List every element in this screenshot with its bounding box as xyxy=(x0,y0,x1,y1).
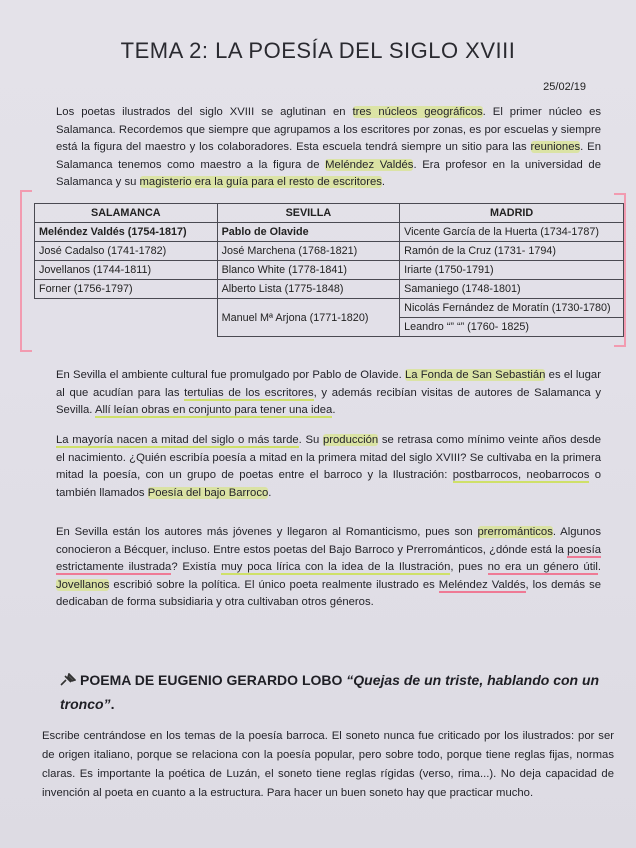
text: . xyxy=(268,486,272,499)
table-cell: Nicolás Fernández de Moratín (1730-1780) xyxy=(400,299,624,318)
highlight: tres núcleos geográficos xyxy=(352,106,483,118)
poem-heading xyxy=(60,668,620,716)
highlight: reuniones xyxy=(530,141,581,153)
underline: muy poca lírica con la idea de la Ilustración xyxy=(221,561,451,573)
table-row xyxy=(35,280,624,299)
table-cell: Jovellanos (1744-1811) xyxy=(35,261,218,280)
text: , y además recibían visitas de autores de Salamanca y Sevilla. xyxy=(56,386,601,416)
pink-underline: Meléndez Valdés xyxy=(438,578,526,591)
table-cell: Blanco White (1778-1841) xyxy=(217,261,400,280)
table-cell: Leandro “” “” (1760- 1825) xyxy=(400,318,624,337)
highlight: producción xyxy=(322,434,379,446)
table-row xyxy=(35,242,624,261)
text: . Era profesor en la universidad de Salamanca y su xyxy=(56,158,601,188)
highlight: Poesía del bajo Barroco xyxy=(147,486,269,499)
text: o también llamados xyxy=(56,469,602,499)
poem-title: “Quejas de un triste, hablando con un tronco” xyxy=(60,672,600,712)
table-cell: Iriarte (1750-1791) xyxy=(400,261,624,280)
intro-paragraph xyxy=(56,104,601,192)
header-sevilla: SEVILLA xyxy=(217,204,400,223)
text: . En Salamanca tenemos como maestro a la figura de xyxy=(56,141,601,171)
poem-end: . xyxy=(110,696,115,712)
table-cell: Alberto Lista (1775-1848) xyxy=(217,280,400,299)
date: 25/02/19 xyxy=(543,81,586,93)
text: . xyxy=(597,561,601,573)
header-salamanca: SALAMANCA xyxy=(35,204,218,223)
underline: La mayoría nacen a mitad del siglo o más tarde xyxy=(56,434,299,446)
underline: Allí leían obras en conjunto para tener una idea xyxy=(94,404,333,416)
table-cell: Vicente García de la Huerta (1734-1787) xyxy=(400,223,624,242)
highlight: prerrománticos xyxy=(477,526,553,538)
table-cell: Pablo de Olavide xyxy=(217,223,400,242)
text: , los demás se dedicaban de forma subsidiaria y otra cultivaban otros géneros. xyxy=(56,578,601,608)
poem-label: POEMA DE EUGENIO GERARDO LOBO xyxy=(80,672,347,688)
text: . xyxy=(332,404,336,416)
text: es el lugar al que acudían para las xyxy=(56,369,601,399)
highlight: magisterio era la guía para el resto de escritores xyxy=(139,176,382,188)
highlight: Meléndez Valdés xyxy=(325,158,414,171)
pushpin-icon xyxy=(60,670,76,684)
text: Los poetas ilustrados del siglo XVIII se aglutinan en xyxy=(56,106,353,118)
text: . El primer núcleo es Salamanca. Recordemos que siempre que agrupamos a los escritores por zonas, es por escuelas y siempre está la figura del maestro y los colaboradores. Esta escuela tendrá siempre un sitio para las xyxy=(56,106,602,153)
table-cell: Ramón de la Cruz (1731- 1794) xyxy=(400,242,624,261)
pink-bracket-left xyxy=(20,190,32,352)
text: se retrasa como mínimo veinte años desde el nacimiento. ¿Quién escribía poesía a mitad en la primera mitad del siglo XVIII? Se cultivaba en la primera mitad la poesía, con un grupo de poetas entre el barroco y la Ilustración: xyxy=(56,434,601,481)
text: . Su xyxy=(298,434,323,446)
text: , pues xyxy=(450,561,488,573)
paragraph-sevilla xyxy=(56,367,601,420)
table-row xyxy=(35,223,624,242)
table-cell: Samaniego (1748-1801) xyxy=(400,280,624,299)
pink-underline: no era un género útil xyxy=(487,561,598,573)
text: En Sevilla el ambiente cultural fue promulgado por Pablo de Olavide. xyxy=(56,369,405,381)
paragraph-mayoria xyxy=(56,432,601,502)
table-cell: José Cadalso (1741-1782) xyxy=(35,242,218,261)
page-title: TEMA 2: LA POESÍA DEL SIGLO XVIII xyxy=(120,38,516,63)
text: . Algunos conocieron a Bécquer, incluso. Entre estos poetas del Bajo Barroco y Prerrománticos, ¿dónde está la xyxy=(56,526,601,556)
paragraph-prerromanticos xyxy=(56,524,601,612)
underline: tertulias de los escritores xyxy=(184,386,314,399)
header-madrid: MADRID xyxy=(400,204,624,223)
highlight: La Fonda de San Sebastián xyxy=(404,369,546,381)
highlight: Jovellanos xyxy=(56,578,110,591)
pink-underline: poesía estrictamente ilustrada xyxy=(56,543,601,573)
table-cell: Meléndez Valdés (1754-1817) xyxy=(35,223,218,242)
table-cell: José Marchena (1768-1821) xyxy=(217,242,400,261)
table-cell: Forner (1756-1797) xyxy=(35,280,218,299)
text: ? Existía xyxy=(171,561,222,573)
underline: postbarrocos, neobarrocos xyxy=(452,469,590,481)
table-row xyxy=(35,299,624,318)
empty-cell xyxy=(35,299,218,337)
table-row xyxy=(35,261,624,280)
text: . xyxy=(381,176,386,188)
text: En Sevilla están los autores más jóvenes y llegaron al Romanticismo, pues son xyxy=(56,526,478,538)
text: escribió sobre la política. El único poeta realmente ilustrado es xyxy=(109,578,439,591)
authors-table xyxy=(34,203,624,337)
paragraph-soneto: Escribe centrándose en los temas de la poesía barroca. El soneto nunca fue criticado por los ilustrados: por ser de origen italiano, porque se relaciona con la poesía popular, pero sobre todo, porque tiene reglas fijas, normas claras. Es importante la poética de Luzán, el soneto tiene reglas rígidas (verso, rima...). No deja capacidad de invención al poeta en cuanto a la estructura. Para hacer un buen soneto hay que practicar mucho. xyxy=(42,730,614,799)
table-cell: Manuel Mª Arjona (1771-1820) xyxy=(217,299,400,337)
